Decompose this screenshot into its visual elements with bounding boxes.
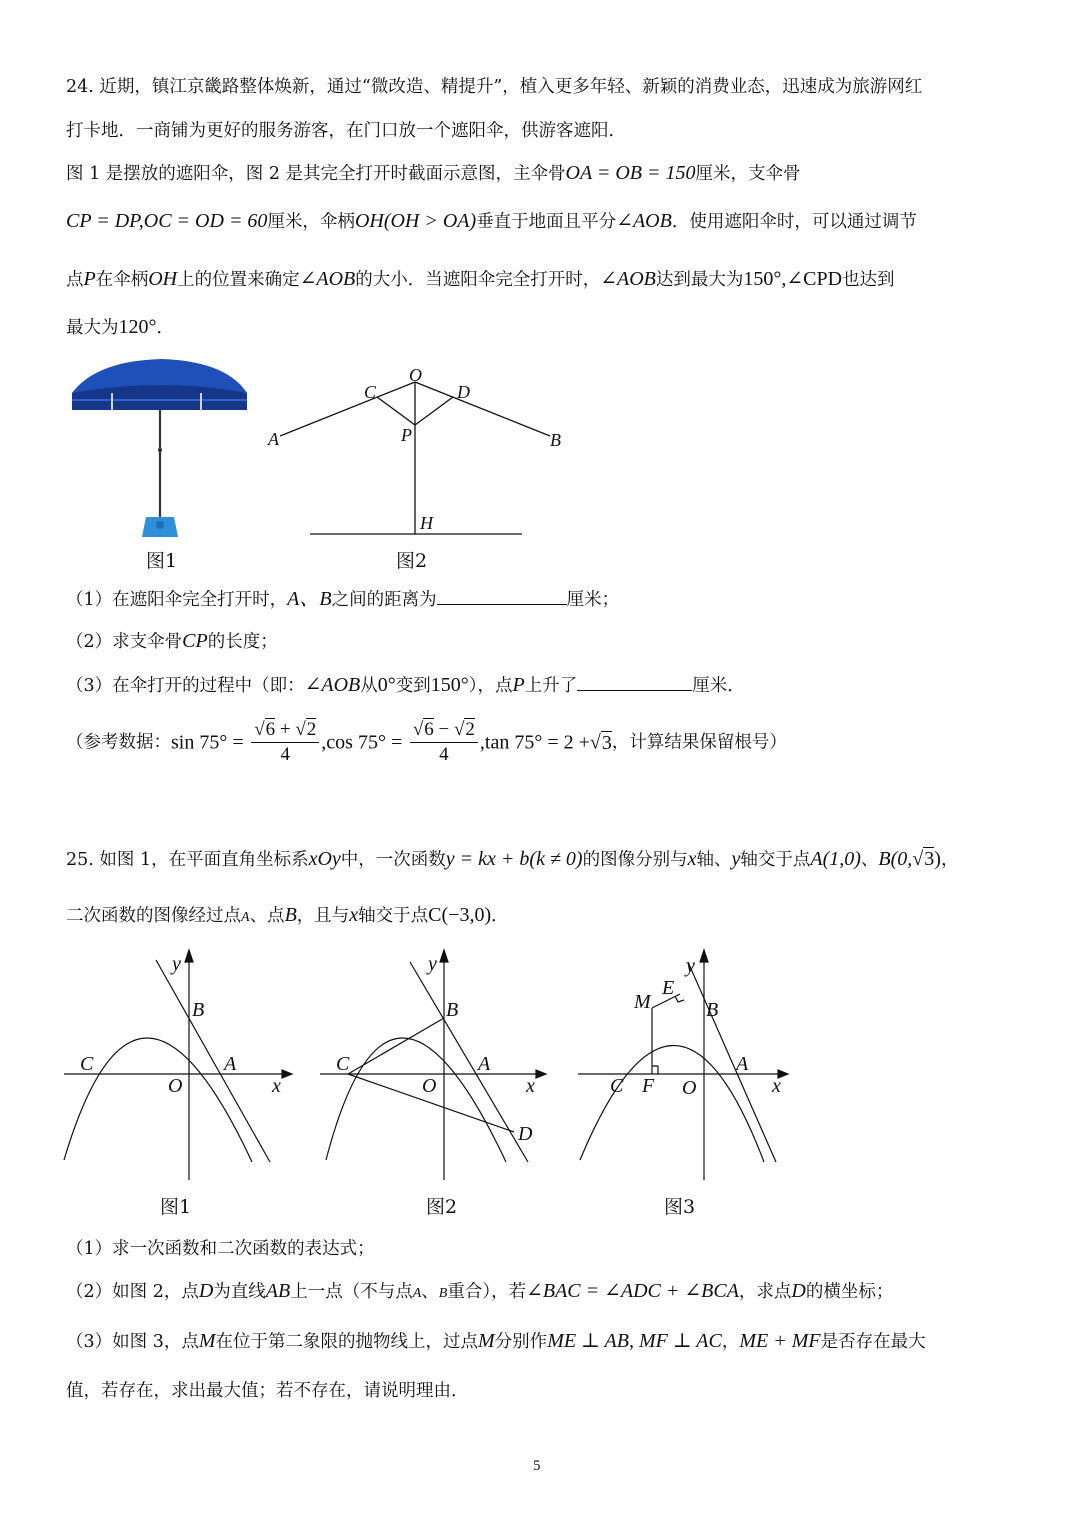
right-angle-E [675, 996, 684, 1002]
q24-line-1: 24. 近期，镇江京畿路整体焕新，通过“微改造、精提升”，植入更多年轻、新颖的消费业态，迅速成为旅游网红 [66, 77, 923, 97]
label-y: y [172, 953, 181, 975]
q24-part-2: （2）求支伞骨CP的长度； [66, 630, 278, 652]
label-F: F [642, 1075, 655, 1097]
umbrella-figure [66, 355, 256, 545]
svg-text:C: C [610, 1075, 624, 1097]
label-B: B [550, 430, 561, 450]
q25-line-2: 二次函数的图像经过点A、点B，且与x轴交于点C(−3,0)． [66, 904, 509, 926]
graph-figure-2 [318, 950, 548, 1185]
sin75-fraction: $\frac{√6 + √2}{4}$ [251, 718, 319, 767]
cos75-fraction: $\frac{√6 - √2}{4}$ [410, 718, 478, 767]
fig1-caption: 图1 [146, 550, 178, 572]
label-D: D [457, 382, 470, 402]
svg-text:B: B [446, 999, 459, 1021]
graph3-caption: 图3 [664, 1196, 696, 1218]
graph-figure-1 [62, 950, 292, 1185]
segment-CB [348, 1018, 444, 1074]
svg-text:x: x [526, 1075, 535, 1097]
svg-text:A: A [478, 1053, 491, 1075]
q24-line-3: 图 1 是摆放的遮阳伞，图 2 是其完全打开时截面示意图，主伞骨OA = OB = 150厘米，支伞骨 [66, 162, 801, 184]
svg-text:y: y [686, 955, 695, 977]
page-number: 5 [533, 1458, 541, 1474]
svg-text:y: y [428, 953, 437, 975]
svg-text:B: B [706, 999, 719, 1021]
right-angle-F [652, 1066, 658, 1074]
q24-part-3: （3）在伞打开的过程中（即：∠AOB从0°变到150°），点P上升了 厘米． [66, 670, 745, 699]
line-AB [410, 962, 528, 1162]
q25-part-3-cont: 值，若存在，求出最大值；若不存在，请说明理由． [66, 1381, 469, 1401]
label-C: C [80, 1053, 94, 1075]
graph2-caption: 图2 [426, 1196, 458, 1218]
label-A: A [268, 429, 279, 449]
rib-OB [415, 382, 550, 436]
answer-blank-1[interactable] [437, 584, 567, 605]
q24-part-1: （1）在遮阳伞完全打开时，A、B之间的距离为 厘米； [66, 584, 619, 613]
graph1-caption: 图1 [160, 1196, 192, 1218]
fig2-caption: 图2 [396, 550, 428, 572]
svg-text:x: x [772, 1075, 781, 1097]
label-C: C [364, 382, 377, 402]
label-B: B [192, 999, 205, 1021]
answer-blank-2[interactable] [577, 670, 692, 691]
svg-text:C: C [336, 1053, 350, 1075]
q24-line-2: 打卡地．一商铺为更好的服务游客，在门口放一个遮阳伞，供游客遮阳． [66, 121, 626, 141]
q24-line-4: CP = DP,OC = OD = 60厘米，伞柄OH(OH > OA)垂直于地面且平分∠AOB．使用遮阳伞时，可以通过调节 [66, 210, 917, 232]
q24-line-5: 点P在伞柄OH上的位置来确定∠AOB的大小．当遮阳伞完全打开时，∠AOB达到最大为150°,∠CPD也达到 [66, 268, 895, 290]
line-AB [156, 960, 270, 1162]
strut-DP [415, 397, 453, 425]
label-P: P [401, 425, 412, 445]
svg-text:A: A [736, 1053, 749, 1075]
umbrella-diagram [260, 362, 580, 542]
label-E: E [662, 977, 675, 999]
q25-line-1: 25. 如图 1，在平面直角坐标系xOy中，一次函数y = kx + b(k ≠ 0)的图像分别与x轴、y轴交于点A(1,0)、B(0,√3)， [66, 848, 959, 870]
label-x: x [272, 1075, 281, 1097]
label-H: H [420, 513, 433, 533]
label-A: A [224, 1053, 237, 1075]
line-AB [688, 962, 776, 1162]
strut-CP [377, 397, 415, 425]
label-M: M [634, 991, 651, 1013]
label-O: O [168, 1075, 183, 1097]
label-O: O [409, 365, 422, 385]
label-D: D [518, 1123, 533, 1145]
svg-text:O: O [422, 1075, 437, 1097]
q24-reference-data: （参考数据：sin 75° = $\frac{√6 + √2}{4}$ ,cos 75° = $\frac{√6 - √2}{4}$ ,tan 75° = 2 +√3，计算结果保留根号） [66, 719, 787, 765]
rib-OA [280, 382, 415, 436]
graph-figure-3 [576, 950, 796, 1185]
q25-part-2: （2）如图 2，点D为直线AB上一点（不与点A、B重合），若∠BAC = ∠ADC + ∠BCA，求点D的横坐标； [66, 1280, 894, 1302]
svg-text:O: O [682, 1077, 697, 1099]
q24-line-6: 最大为120°． [66, 316, 174, 338]
q25-part-1: （1）求一次函数和二次函数的表达式； [66, 1239, 375, 1259]
q25-part-3: （3）如图 3，点M在位于第二象限的抛物线上，过点M分别作ME ⊥ AB, MF ⊥ AC，ME + MF是否存在最大 [66, 1330, 926, 1352]
